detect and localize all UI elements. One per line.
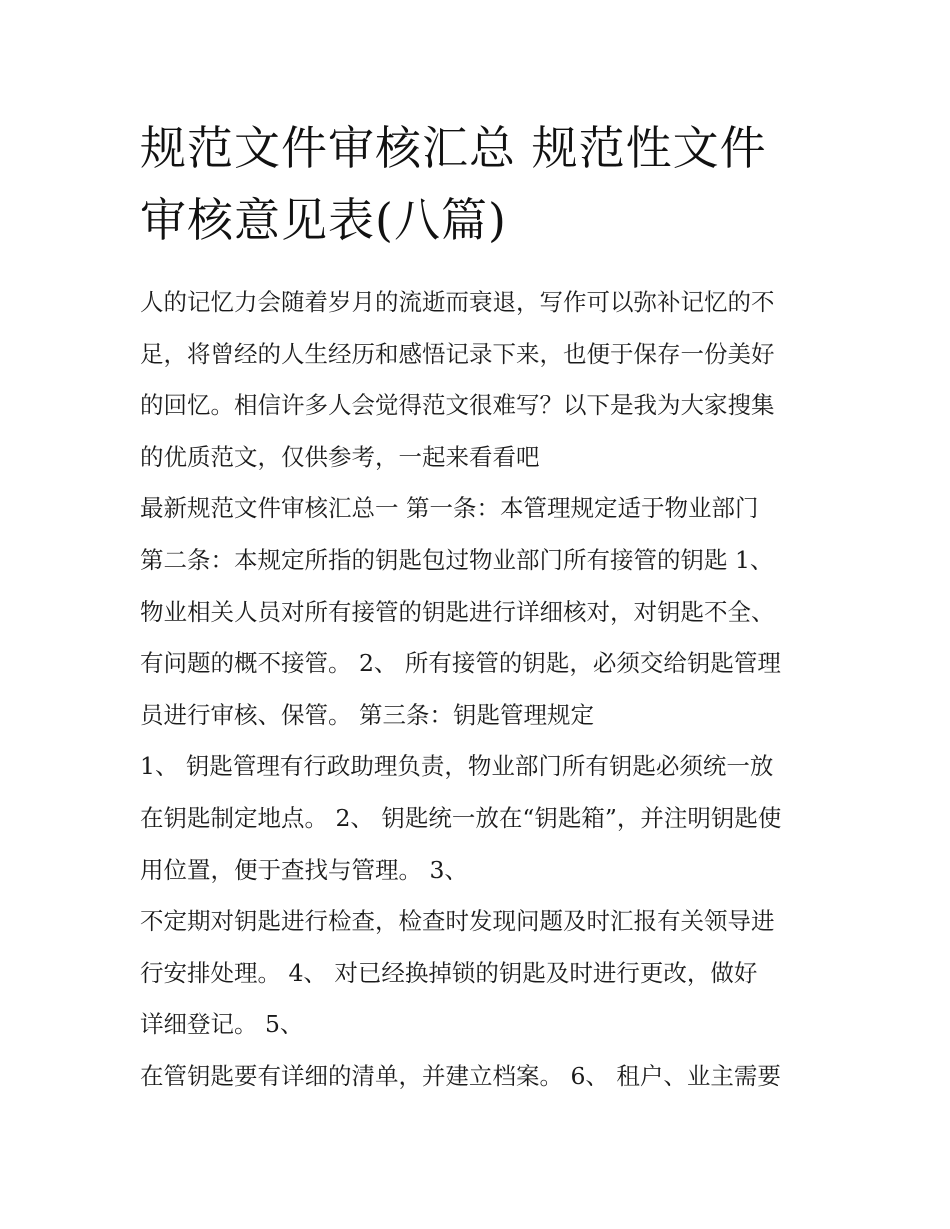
title-line: 规范文件审核汇总 规范性文件 bbox=[140, 121, 767, 175]
body-line: 物业相关人员对所有接管的钥匙进行详细核对，对钥匙不全、 bbox=[140, 597, 775, 626]
document-body bbox=[140, 281, 830, 1107]
body-line: 在管钥匙要有详细的清单，并建立档案。 6、 租户、业主需要 bbox=[140, 1061, 781, 1090]
body-line: 人的记忆力会随着岁月的流逝而衰退，写作可以弥补记忆的不 bbox=[140, 288, 775, 316]
document-title bbox=[140, 112, 820, 256]
body-line: 详细登记。 5、 bbox=[140, 1010, 304, 1039]
body-line: 的优质范文，仅供参考，一起来看看吧 bbox=[140, 442, 540, 471]
body-line: 足，将曾经的人生经历和感悟记录下来，也便于保存一份美好 bbox=[140, 339, 775, 368]
body-line: 用位置，便于查找与管理。 3、 bbox=[140, 855, 468, 884]
body-line: 不定期对钥匙进行检查，检查时发现问题及时汇报有关领导进 bbox=[140, 907, 775, 936]
body-line: 1、 钥匙管理有行政助理负责，物业部门所有钥匙必须统一放 bbox=[140, 752, 774, 781]
title-line: 审核意见表(八篇) bbox=[140, 193, 507, 247]
body-line: 有问题的概不接管。 2、 所有接管的钥匙，必须交给钥匙管理 bbox=[140, 649, 781, 678]
body-line: 员进行审核、保管。 第三条：钥匙管理规定 bbox=[140, 700, 594, 729]
body-line: 在钥匙制定地点。 2、 钥匙统一放在“钥匙箱”，并注明钥匙使 bbox=[140, 803, 782, 832]
body-line: 行安排处理。 4、 对已经换掉锁的钥匙及时进行更改，做好 bbox=[140, 958, 758, 987]
body-line: 的回忆。相信许多人会觉得范文很难写？以下是我为大家搜集 bbox=[140, 391, 775, 420]
body-line: 最新规范文件审核汇总一 第一条：本管理规定适于物业部门 bbox=[140, 494, 759, 523]
body-line: 第二条：本规定所指的钥匙包过物业部门所有接管的钥匙 1、 bbox=[140, 545, 774, 574]
